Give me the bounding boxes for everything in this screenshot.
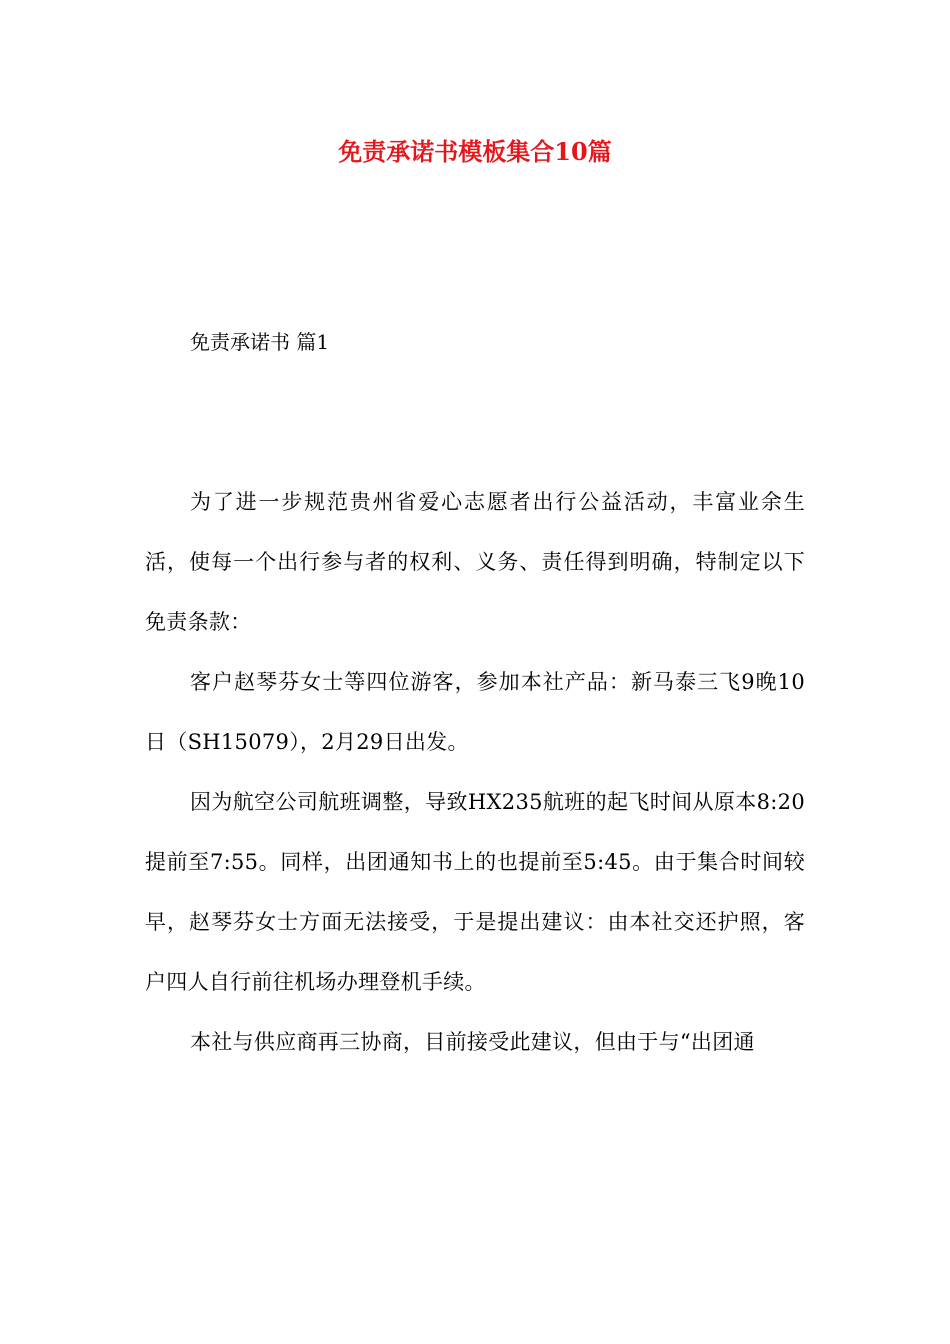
- document-body: [145, 472, 805, 1072]
- body-paragraph: 因为航空公司航班调整，导致HX235航班的起飞时间从原本8:20提前至7:55。同样，出团通知书上的也提前至5:45。由于集合时间较早，赵琴芬女士方面无法接受，于是提出建议：由本社交还护照，客户四人自行前往机场办理登机手续。: [145, 790, 805, 994]
- body-paragraph: 客户赵琴芬女士等四位游客，参加本社产品：新马泰三飞9晚10日（SH15079），2月29日出发。: [145, 670, 805, 754]
- body-paragraph: 本社与供应商再三协商，目前接受此建议，但由于与“出团通: [190, 1030, 755, 1054]
- document-title: 免责承诺书模板集合10篇: [338, 137, 612, 166]
- section-heading: 免责承诺书 篇1: [190, 330, 330, 354]
- body-paragraph: 为了进一步规范贵州省爱心志愿者出行公益活动，丰富业余生活，使每一个出行参与者的权利、义务、责任得到明确，特制定以下免责条款：: [145, 490, 805, 634]
